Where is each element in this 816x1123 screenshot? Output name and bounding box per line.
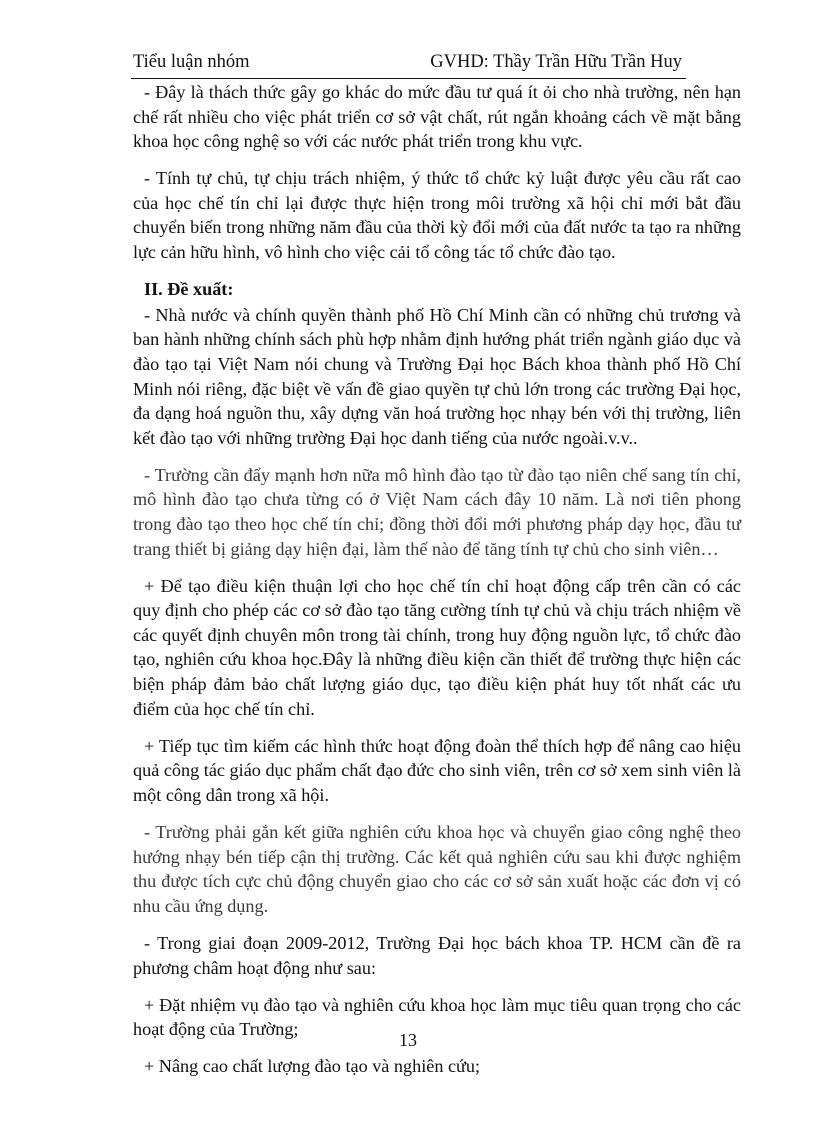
proposal-paragraph: + Để tạo điều kiện thuận lợi cho học chế tín chỉ hoạt động cấp trên cần có các quy định cho phép các cơ sở đào tạo tăng cường tính tự chủ và chịu trách nhiệm về các quyết định chuyên môn trong tài chính, trong huy động nguồn lực, tổ chức đào tạo, nghiên cứu khoa học.Đây là những điều kiện cần thiết để trường thực hiện các biện pháp đảm bảo chất lượng giáo dục, tạo điều kiện phát huy tốt nhất các ưu điểm của học chế tín chỉ. [133,575,741,719]
proposal-paragraph: - Trường cần đẩy mạnh hơn nữa mô hình đào tạo từ đào tạo niên chế sang tín chỉ, mô hình đào tạo chưa từng có ở Việt Nam cách đây 10 năm. Là nơi tiên phong trong đào tạo theo học chế tín chỉ; đồng thời đổi mới phương pháp dạy học, đầu tư trang thiết bị giảng dạy hiện đại, làm thế nào để tăng tính tự chủ cho sinh viên… [133,464,741,559]
section-heading: II. Đề xuất: [144,279,234,300]
proposal-paragraph: - Trong giai đoạn 2009-2012, Trường Đại học bách khoa TP. HCM cần đề ra phương châm hoạt động như sau: [133,932,741,978]
page-header [131,52,686,79]
proposal-paragraph: + Tiếp tục tìm kiếm các hình thức hoạt động đoàn thể thích hợp để nâng cao hiệu quả công tác giáo dục phẩm chất đạo đức cho sinh viên, trên cơ sở xem sinh viên là một công dân trong xã hội. [133,735,741,805]
proposal-paragraph: + Nâng cao chất lượng đào tạo và nghiên cứu; [144,1056,481,1077]
proposal-paragraph: + Đặt nhiệm vụ đào tạo và nghiên cứu khoa học làm mục tiêu quan trọng cho các hoạt động của Trường; [133,994,741,1040]
document-body [133,80,741,1091]
proposal-paragraph: - Nhà nước và chính quyền thành phố Hồ Chí Minh cần có những chủ trương và ban hành những chính sách phù hợp nhằm định hướng phát triển ngành giáo dục và đào tạo tại Việt Nam nói chung và Trường Đại học Bách khoa thành phố Hồ Chí Minh nói riêng, đặc biệt về vấn đề giao quyền tự chủ lớn trong các trường Đại học, đa dạng hoá nguồn thu, xây dựng văn hoá trường học nhạy bén với thị trường, liên kết đào tạo với những trường Đại học danh tiếng của nước ngoài.v.v.. [133,304,741,448]
header-left: Tiểu luận nhóm [133,52,250,72]
page-number: 13 [399,1030,417,1050]
paragraph: - Đây là thách thức gây go khác do mức đầu tư quá ít ỏi cho nhà trường, nên hạn chế rất nhiều cho việc phát triển cơ sở vật chất, rút ngắn khoảng cách về mặt bằng khoa học công nghệ so với các nước phát triển trong khu vực. [133,82,741,152]
paragraph: - Tính tự chủ, tự chịu trách nhiệm, ý thức tổ chức kỷ luật được yêu cầu rất cao của học chế tín chỉ lại được thực hiện trong môi trường xã hội chỉ mới bắt đầu chuyển biến trong những năm đầu của thời kỳ đổi mới của đất nước ta tạo ra những lực cản hữu hình, vô hình cho việc cải tổ công tác tổ chức đào tạo. [133,168,741,263]
proposal-paragraph: - Trường phải gắn kết giữa nghiên cứu khoa học và chuyển giao công nghệ theo hướng nhạy bén tiếp cận thị trường. Các kết quả nghiên cứu sau khi được nghiệm thu được tích cực chủ động chuyển giao cho các cơ sở sản xuất hoặc các đơn vị có nhu cầu ứng dụng. [133,822,741,916]
header-right: GVHD: Thầy Trần Hữu Trần Huy [430,52,682,72]
